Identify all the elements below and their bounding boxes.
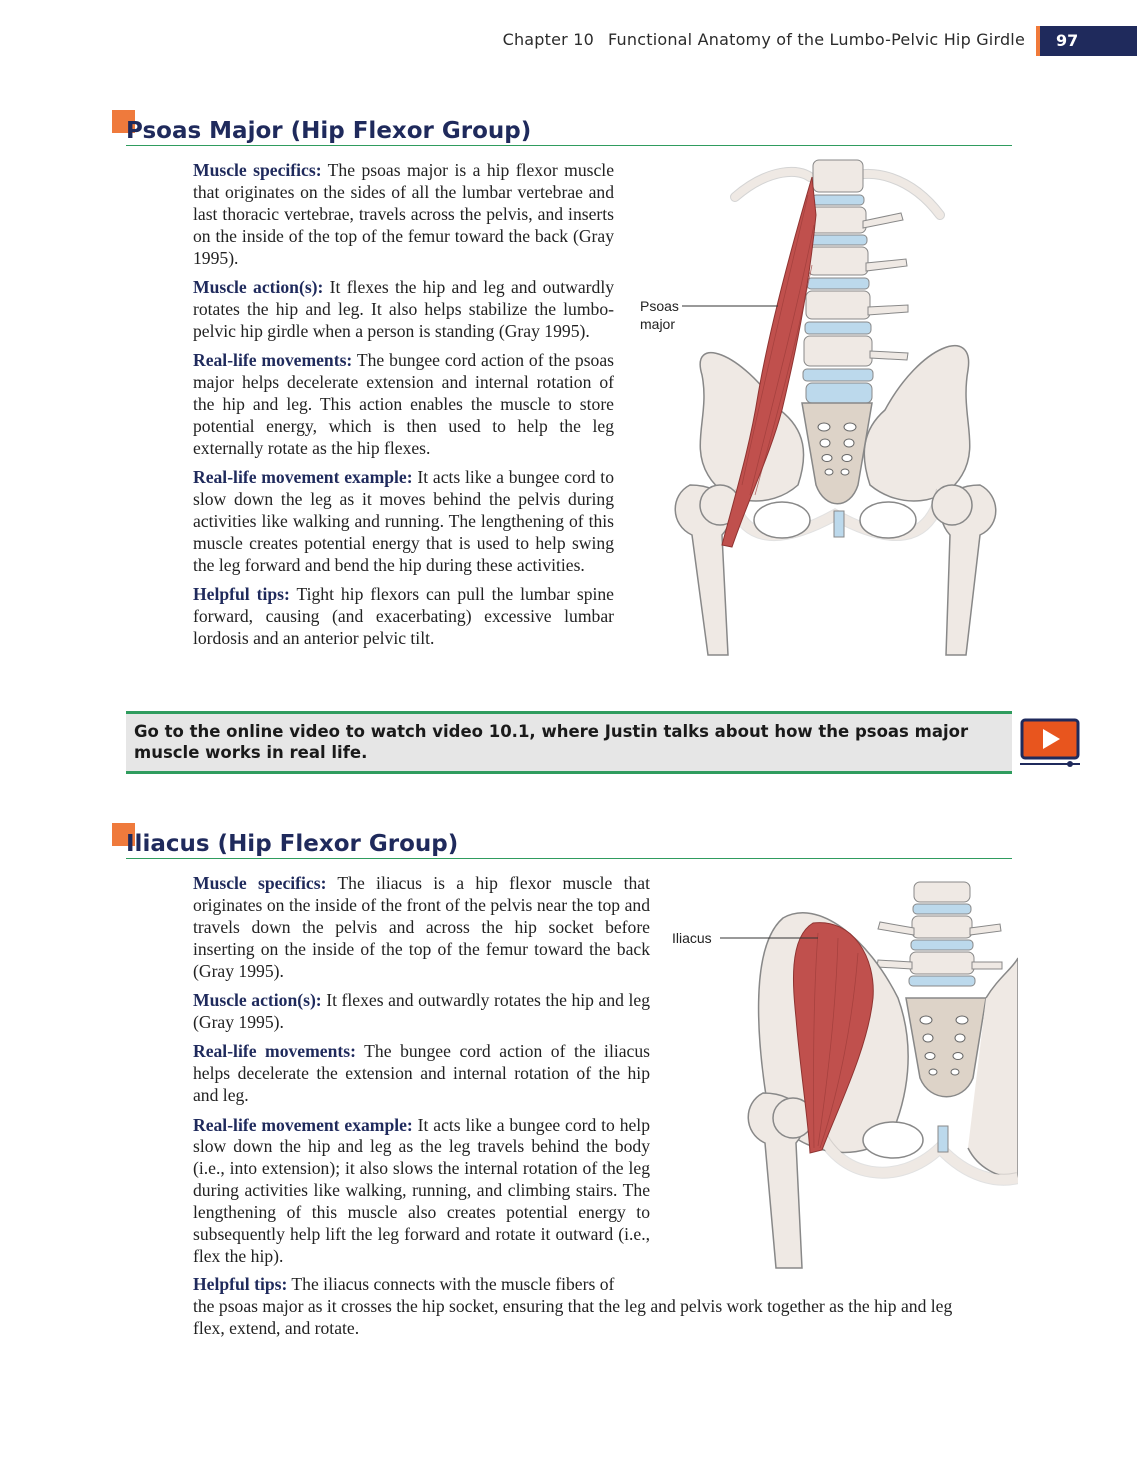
iliacus-anatomy-figure	[668, 878, 1018, 1270]
term: Muscle specifics:	[193, 873, 327, 893]
paragraph	[193, 584, 614, 650]
paragraph	[193, 277, 614, 343]
iliacus-label: Iliacus	[672, 930, 712, 946]
paragraph-text: The iliacus is a hip flexor muscle that originates on the inside of the front of the pelvis near the top and travels down the pelvis and across the hip socket before inserting on the inside of the top of the femur toward the back (Gray 1995).	[193, 873, 650, 981]
psoas-body-text	[193, 160, 614, 658]
chapter-label: Chapter 10	[502, 30, 595, 49]
paragraph-text: It flexes the hip and leg and outwardly rotates the hip and leg. It also helps stabilize the lumbo-pelvic hip girdle when a person is standing (Gray 1995).	[193, 277, 615, 341]
video-play-icon[interactable]	[1020, 718, 1082, 770]
paragraph-text: Tight hip flexors can pull the lumbar spine forward, causing (and exacerbating) excessive lumbar lordosis and an anterior pelvic tilt.	[193, 584, 614, 649]
term: Helpful tips:	[193, 584, 290, 605]
term: Real-life movement example:	[193, 467, 413, 488]
section-rule	[126, 858, 1012, 859]
video-callout[interactable]	[126, 711, 1012, 774]
paragraph-text: It flexes and outwardly rotates the hip and leg (Gray 1995).	[193, 990, 650, 1032]
term: Real-life movements:	[193, 1041, 356, 1062]
paragraph-text: the psoas major as it crosses the hip socket, ensuring that the leg and pelvis work together as the hip and leg flex, extend, and rotate.	[193, 1295, 953, 1338]
term: Muscle action(s):	[193, 277, 324, 298]
page-number: 97	[1040, 26, 1137, 56]
paragraph-text: The bungee cord action of the iliacus helps decelerate the extension and internal rotation of the hip and leg.	[193, 1041, 650, 1106]
iliacus-helpful-tips	[193, 1274, 953, 1340]
paragraph	[193, 1115, 650, 1268]
term: Real-life movement example:	[193, 1114, 413, 1135]
paragraph-text: The iliacus connects with the muscle fibers of	[287, 1274, 615, 1294]
paragraph-text: It acts like a bungee cord to slow down the leg as it moves behind the pelvis during activities like walking and running. The lengthening of this muscle creates potential energy that is used to help swing the leg forward and bend the hip during these activities.	[193, 467, 614, 575]
paragraph-text: The bungee cord action of the psoas major helps decelerate extension and internal rotation of the hip and leg. This action enables the muscle to store potential energy, which is then used to help the leg externally rotate as the hip flexes.	[193, 350, 615, 458]
term: Muscle action(s):	[193, 990, 322, 1011]
term: Real-life movements:	[193, 350, 353, 371]
iliacus-body-text	[193, 873, 650, 1275]
running-head	[503, 30, 1025, 49]
paragraph-text: The psoas major is a hip flexor muscle that originates on the sides of all the lumbar vertebrae and last thoracic vertebrae, travels across the pelvis, and inserts on the inside of the top of the femur toward the back (Gray 1995).	[193, 160, 614, 268]
psoas-label-line2: major	[640, 316, 676, 332]
term: Helpful tips:	[193, 1274, 288, 1294]
paragraph	[193, 467, 614, 577]
section-rule	[126, 145, 1012, 146]
paragraph	[193, 1041, 650, 1107]
section-title-iliacus: Iliacus (Hip Flexor Group)	[126, 831, 459, 857]
psoas-label: Psoas	[640, 298, 679, 314]
chapter-title: Functional Anatomy of the Lumbo-Pelvic Hip Girdle	[608, 30, 1025, 49]
term: Muscle specifics:	[193, 160, 322, 180]
callout-text: Go to the online video to watch video 10.1, where Justin talks about how the psoas major muscle works in real life.	[134, 722, 969, 762]
paragraph	[193, 350, 614, 460]
paragraph-text: It acts like a bungee cord to help slow down the hip and leg as the leg travels behind the body (i.e., into extension); it also slows the internal rotation of the leg during activities like walking, running, and climbing stairs. The lengthening of this muscle also creates potential energy to subsequently help lift the leg forward and rotate it outward (i.e., flex the hip).	[193, 1114, 650, 1266]
section-title-psoas: Psoas Major (Hip Flexor Group)	[126, 118, 532, 144]
paragraph	[193, 873, 650, 983]
paragraph	[193, 990, 650, 1034]
paragraph	[193, 160, 614, 270]
psoas-anatomy-figure	[630, 155, 1020, 660]
